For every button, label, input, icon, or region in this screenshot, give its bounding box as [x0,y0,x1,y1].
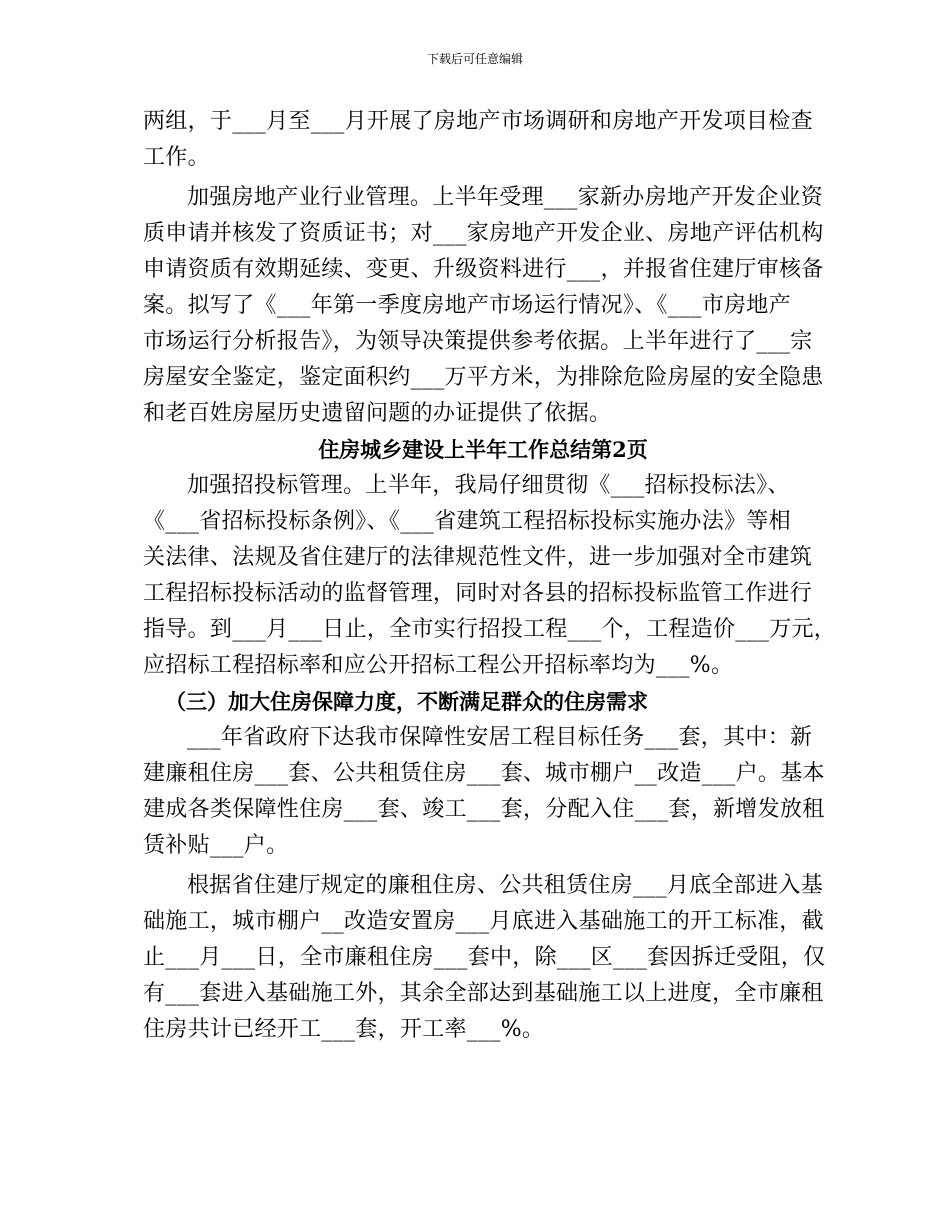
text-line: 止___月___日，全市廉租住房___套中，除___区___套因拆迁受阻，仅 [143,945,826,970]
paragraph-3 [143,468,837,684]
text-line: 申请资质有效期延续、变更、升级资料进行___，并报省住建厅审核备 [143,257,824,282]
section-title: 住房城乡建设上半年工作总结第2页 [318,437,648,462]
text-line: 指导。到___月___日止，全市实行招投工程___个，工程造价___万元， [143,617,837,642]
text-line: 和老百姓房屋历史遗留问题的办证提供了依据。 [143,401,612,426]
text-line: 两组，于___月至___月开展了房地产市场调研和房地产开发项目检查 [143,109,813,134]
text-line: 建成各类保障性住房___套、竣工___套，分配入住___套，新增发放租 [143,797,825,822]
text-line: 础施工，城市棚户__改造安置房___月底进入基础施工的开工标准，截 [143,909,824,934]
text-line: 根据省住建厅规定的廉租住房、公共租赁住房___月底全部进入基 [187,873,824,898]
text-line: 工程招标投标活动的监督管理，同时对各县的招标投标监管工作进行 [143,581,813,606]
subheading: （三）加大住房保障力度，不断满足群众的住房需求 [165,689,648,714]
page-header: 下载后可任意编辑 [426,52,523,66]
text-line: 建廉租住房___套、公共租赁住房___套、城市棚户__改造___户。基本 [143,761,825,786]
document-body [143,104,837,1048]
text-line: 加强招投标管理。上半年，我局仔细贯彻《___招标投标法》、 [187,473,790,498]
text-line: ___年省政府下达我市保障性安居工程目标任务___套，其中：新 [187,725,813,750]
text-line: 应招标工程招标率和应公开招标工程公开招标率均为___%。 [143,653,734,678]
text-line: 关法律、法规及省住建厅的法律规范性文件，进一步加强对全市建筑 [143,545,813,570]
text-line: 有___套进入基础施工外，其余全部达到基础施工以上进度，全市廉租 [143,981,824,1006]
text-line: 住房共计已经开工___套，开工率___%。 [143,1017,545,1042]
text-line: 工作。 [143,145,210,170]
text-line: 质申请并核发了资质证书；对___家房地产开发企业、房地产评估机构 [143,221,824,246]
paragraph-5 [143,868,826,1048]
paragraph-4 [143,720,823,864]
text-line: 房屋安全鉴定，鉴定面积约___万平方米，为排除危险房屋的安全隐患 [143,365,824,390]
text-line: 案。拟写了《___年第一季度房地产市场运行情况》、《___市房地产 [143,293,791,318]
paragraph-2 [143,180,823,432]
text-line: 市场运行分析报告》，为领导决策提供参考依据。上半年进行了___宗 [143,329,813,354]
text-line: 加强房地产业行业管理。上半年受理___家新办房地产开发企业资 [187,185,824,210]
text-line: 赁补贴___户。 [143,833,289,858]
paragraph-1 [143,104,823,176]
text-line: 《___省招标投标条例》、《___省建筑工程招标投标实施办法》等相 [143,509,791,534]
